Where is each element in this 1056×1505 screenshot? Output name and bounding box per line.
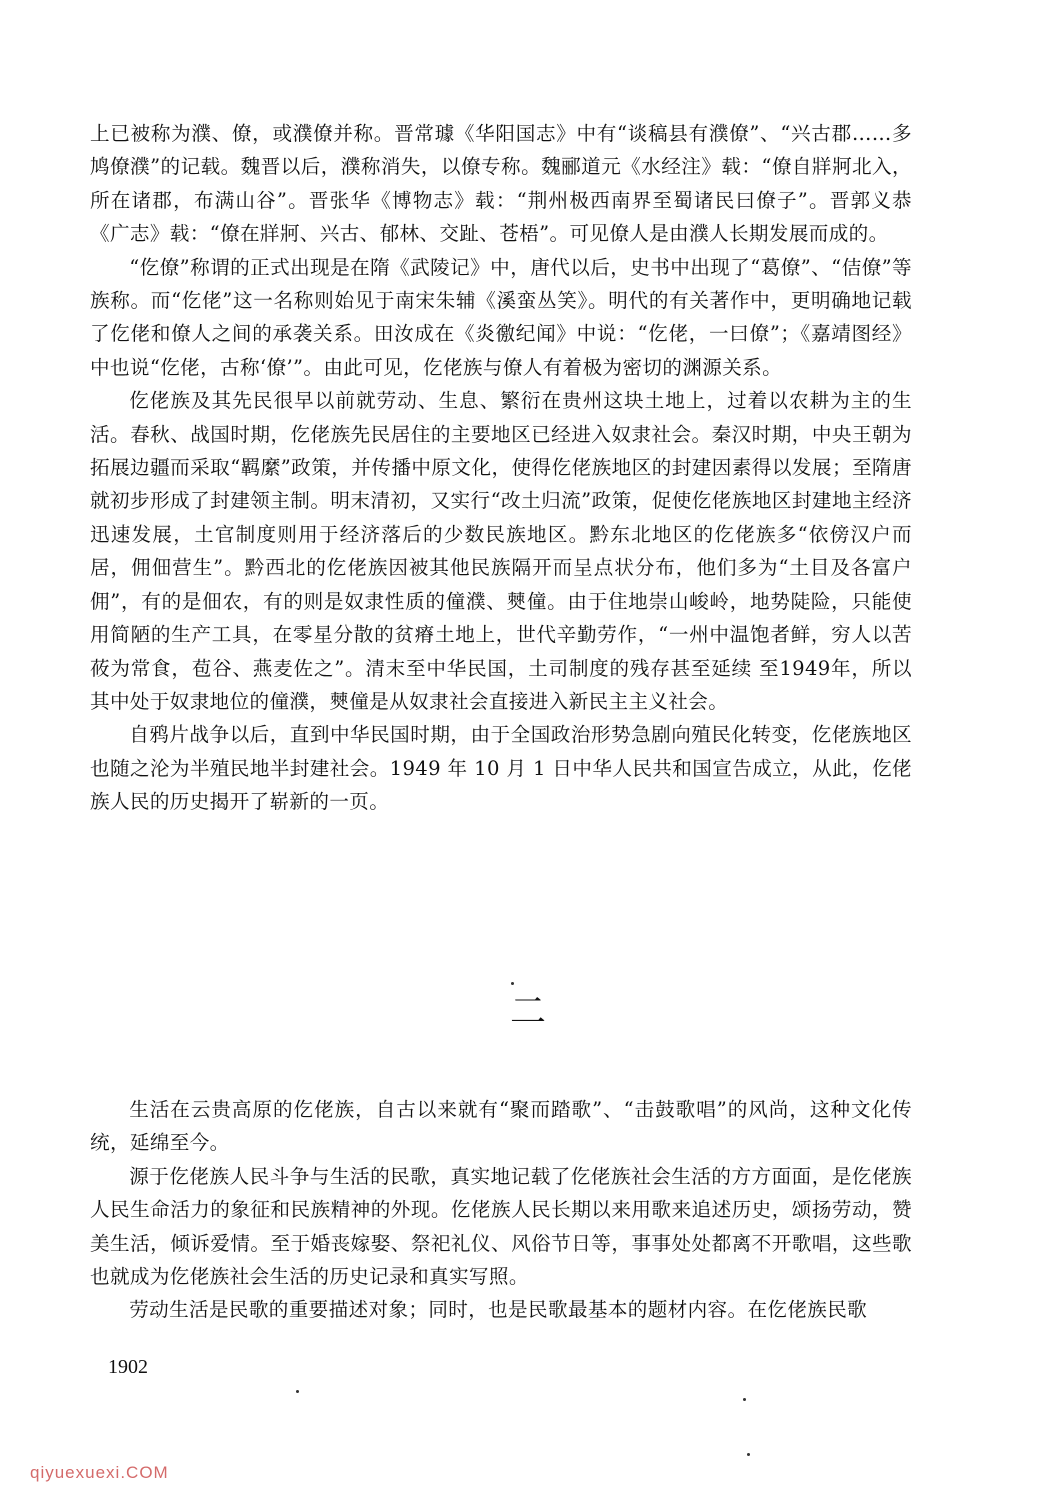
paragraph-continuation: 上已被称为濮、僚，或濮僚并称。晋常璩《华阳国志》中有“谈稿县有濮僚”、“兴古郡……多鸠僚濮”的记载。魏晋以后，濮称消失，以僚专称。魏郦道元《水经注》载：“僚自牂牁北入，所在诸郡，布满山谷”。晋张华《博物志》载：“荆州极西南界至蜀诸民曰僚子”。晋郭义恭《广志》载：“僚在牂牁、兴古、郁林、交趾、苍梧”。可见僚人是由濮人长期发展而成的。 — [90, 122, 912, 246]
paragraph: 仡佬族及其先民很早以前就劳动、生息、繁衍在贵州这块土地上，过着以农耕为主的生活。春秋、战国时期，仡佬族先民居住的主要地区已经进入奴隶社会。秦汉时期，中央王朝为拓展边疆而采取“羁縻”政策，并传播中原文化，使得仡佬族地区的封建因素得以发展；至隋唐就初步形成了封建领主制。明末清初，又实行“改土归流”政策，促使仡佬族地区封建地主经济迅速发展，土官制度则用于经济落后的少数民族地区。黔东北地区的仡佬族多“依傍汉户而居，佣佃营生”。黔西北的仡佬族因被其他民族隔开而呈点状分布，他们多为“土目及各富户佣”，有的是佃农，有的则是奴隶性质的僮濮、僰僮。由于住地崇山峻岭，地势陡险，只能使用简陋的生产工具，在零星分散的贫瘠土地上，世代辛勤劳作，“一州中温饱者鲜，穷人以苦莜为常食，苞谷、燕麦佐之”。清末至中华民国，土司制度的残存甚至延续 至1949年，所以其中处于奴隶地位的僮濮，僰僮是从奴隶社会直接进入新民主主义社会。 — [90, 389, 912, 713]
scan-speck — [747, 1453, 750, 1456]
scan-speck — [743, 1398, 746, 1401]
scan-speck — [296, 1390, 299, 1393]
paragraph: “仡僚”称谓的正式出现是在隋《武陵记》中，唐代以后，史书中出现了“葛僚”、“佶僚”等族称。而“仡佬”这一名称则始见于南宋朱辅《溪蛮丛笑》。明代的有关著作中，更明确地记载了仡佬和僚人之间的承袭关系。田汝成在《炎徼纪闻》中说：“仡佬，一曰僚”；《嘉靖图经》中也说“仡佬，古称‘僚’”。由此可见，仡佬族与僚人有着极为密切的渊源关系。 — [90, 255, 912, 379]
page-number: 1902 — [108, 1356, 148, 1378]
paragraph: 自鸦片战争以后，直到中华民国时期，由于全国政治形势急剧向殖民化转变，仡佬族地区也随之沦为半殖民地半封建社会。1949 年 10 月 1 日中华人民共和国宣告成立，从此，仡佬族人民的历史揭开了崭新的一页。 — [90, 723, 912, 814]
scan-speck — [511, 982, 514, 985]
section-heading: 二 — [509, 991, 546, 1032]
paragraph: 生活在云贵高原的仡佬族，自古以来就有“聚而踏歌”、“击鼓歌唱”的风尚，这种文化传统，延绵至今。 — [90, 1098, 912, 1155]
paragraph: 源于仡佬族人民斗争与生活的民歌，真实地记载了仡佬族社会生活的方方面面，是仡佬族人民生命活力的象征和民族精神的外现。仡佬族人民长期以来用歌来追述历史，颂扬劳动，赞美生活，倾诉爱情。至于婚丧嫁娶、祭祀礼仪、风俗节日等，事事处处都离不开歌唱，这些歌也就成为仡佬族社会生活的历史记录和真实写照。 — [90, 1164, 912, 1289]
site-watermark: qiyuexuexi.COM — [30, 1463, 169, 1482]
paragraph: 劳动生活是民歌的重要描述对象；同时，也是民歌最基本的题材内容。在仡佬族民歌 — [129, 1298, 868, 1322]
text-block-lower — [90, 1093, 912, 1327]
text-block-upper — [90, 117, 912, 819]
